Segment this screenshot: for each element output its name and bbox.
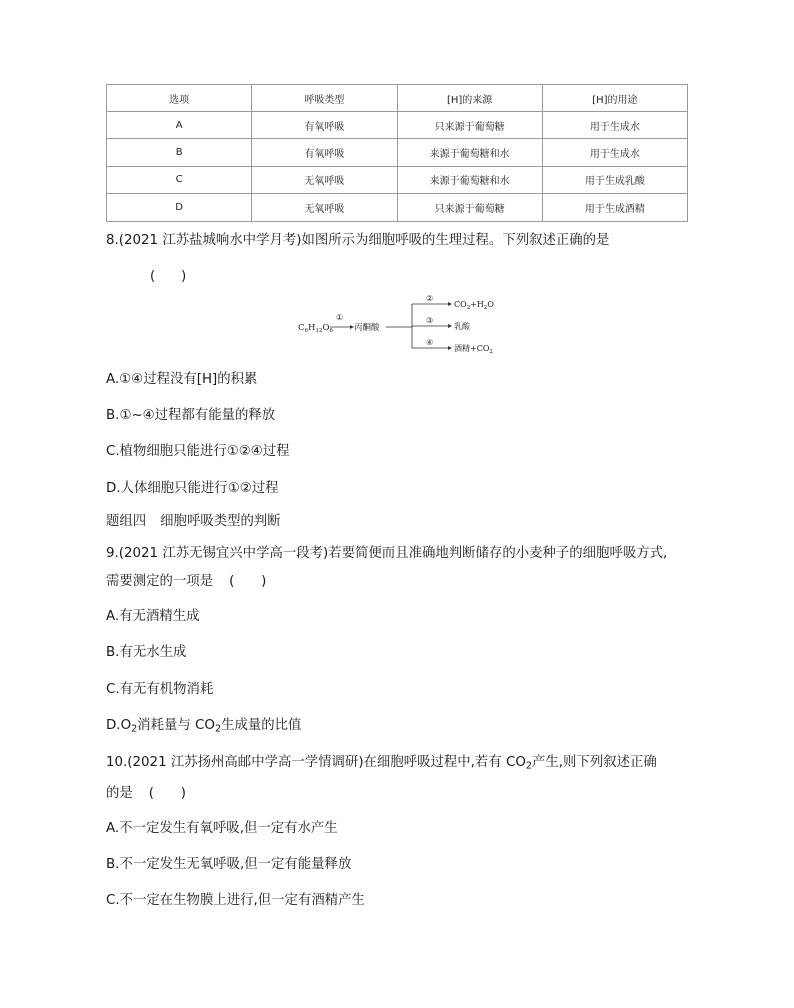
table-row [107, 112, 688, 139]
table-row [107, 194, 688, 221]
diagram-start-formula: $C_6H_{12}O_6$ [298, 323, 333, 334]
q9-option-c: C.有无有机物消耗 [106, 682, 214, 697]
respiration-process-diagram [290, 292, 520, 356]
step3-label: ③ [426, 316, 434, 325]
step1-label: ① [336, 313, 344, 322]
arrowhead-icon [448, 324, 452, 328]
q9-option-b: B.有无水生成 [106, 645, 187, 660]
table-cell: 只来源于葡萄糖 [397, 194, 542, 221]
table-cell: 来源于葡萄糖和水 [397, 166, 542, 193]
q9-stem-line1: 9.(2021 江苏无锡宜兴中学高一段考)若要简便而且准确地判断储存的小麦种子的细胞呼吸方式, [106, 546, 668, 561]
table-cell: 只来源于葡萄糖 [397, 112, 542, 139]
group4-label: 题组四 [106, 514, 147, 529]
step4-label: ④ [426, 338, 434, 347]
table-cell: 用于生成酒精 [542, 194, 687, 221]
arrowhead-icon [448, 302, 452, 306]
table-cell: C [107, 166, 252, 193]
table-header-cell: [H]的来源 [397, 85, 542, 112]
group4-title: 细胞呼吸类型的判断 [160, 514, 281, 529]
q10-option-c: C.不一定在生物膜上进行,但一定有酒精产生 [106, 893, 365, 908]
table-cell: 用于生成乳酸 [542, 166, 687, 193]
diagram-pyruvate: 丙酮酸 [354, 323, 380, 333]
table-cell: 无氧呼吸 [252, 166, 397, 193]
q10-stem-line2: 的是 ( ) [106, 786, 187, 801]
table-cell: 有氧呼吸 [252, 112, 397, 139]
table-row [107, 166, 688, 193]
q8-option-c: C.植物细胞只能进行①②④过程 [106, 444, 290, 459]
q10-stem-line1: 10.(2021 江苏扬州高邮中学高一学情调研)在细胞呼吸过程中,若有 $CO_2$产生,则下列叙述正确 [106, 755, 657, 772]
table-cell: 来源于葡萄糖和水 [397, 139, 542, 166]
table-cell: B [107, 139, 252, 166]
q8-option-a: A.①④过程没有[H]的积累 [106, 372, 258, 387]
q8-option-b: B.①~④过程都有能量的释放 [106, 408, 276, 423]
product-co2-h2o: $CO_2+H_2O$ [454, 300, 494, 311]
q10-answer-paren: ( ) [148, 786, 187, 801]
q9-stem-line2: 需要测定的一项是 ( ) [106, 574, 267, 589]
group4-heading [106, 513, 281, 531]
table-header-cell: 选项 [107, 85, 252, 112]
table-cell: 无氧呼吸 [252, 194, 397, 221]
table-cell: A [107, 112, 252, 139]
q9-option-d: $D.O_2$消耗量与 $CO_2$生成量的比值 [106, 718, 302, 735]
q10-option-a: A.不一定发生有氧呼吸,但一定有水产生 [106, 821, 338, 836]
product-alcohol-co2: 酒精$+CO_2$ [454, 344, 493, 355]
table-cell: 用于生成水 [542, 112, 687, 139]
table-header-cell: 呼吸类型 [252, 85, 397, 112]
table-header-cell: [H]的用途 [542, 85, 687, 112]
table-cell: D [107, 194, 252, 221]
q8-stem: 8.(2021 江苏盐城响水中学月考)如图所示为细胞呼吸的生理过程。下列叙述正确的是 [106, 233, 610, 248]
q9-option-a: A.有无酒精生成 [106, 609, 200, 624]
table-header-row [107, 85, 688, 112]
q8-answer-paren: ( ) [150, 269, 187, 284]
options-table [106, 84, 688, 222]
table-cell: 有氧呼吸 [252, 139, 397, 166]
step2-label: ② [426, 294, 434, 303]
q10-option-b: B.不一定发生无氧呼吸,但一定有能量释放 [106, 857, 352, 872]
arrowhead-icon [448, 346, 452, 350]
table-cell: 用于生成水 [542, 139, 687, 166]
q9-answer-paren: ( ) [229, 574, 267, 589]
q8-option-d: D.人体细胞只能进行①②过程 [106, 481, 279, 496]
product-lactic-acid: 乳酸 [454, 322, 470, 331]
table-row [107, 139, 688, 166]
